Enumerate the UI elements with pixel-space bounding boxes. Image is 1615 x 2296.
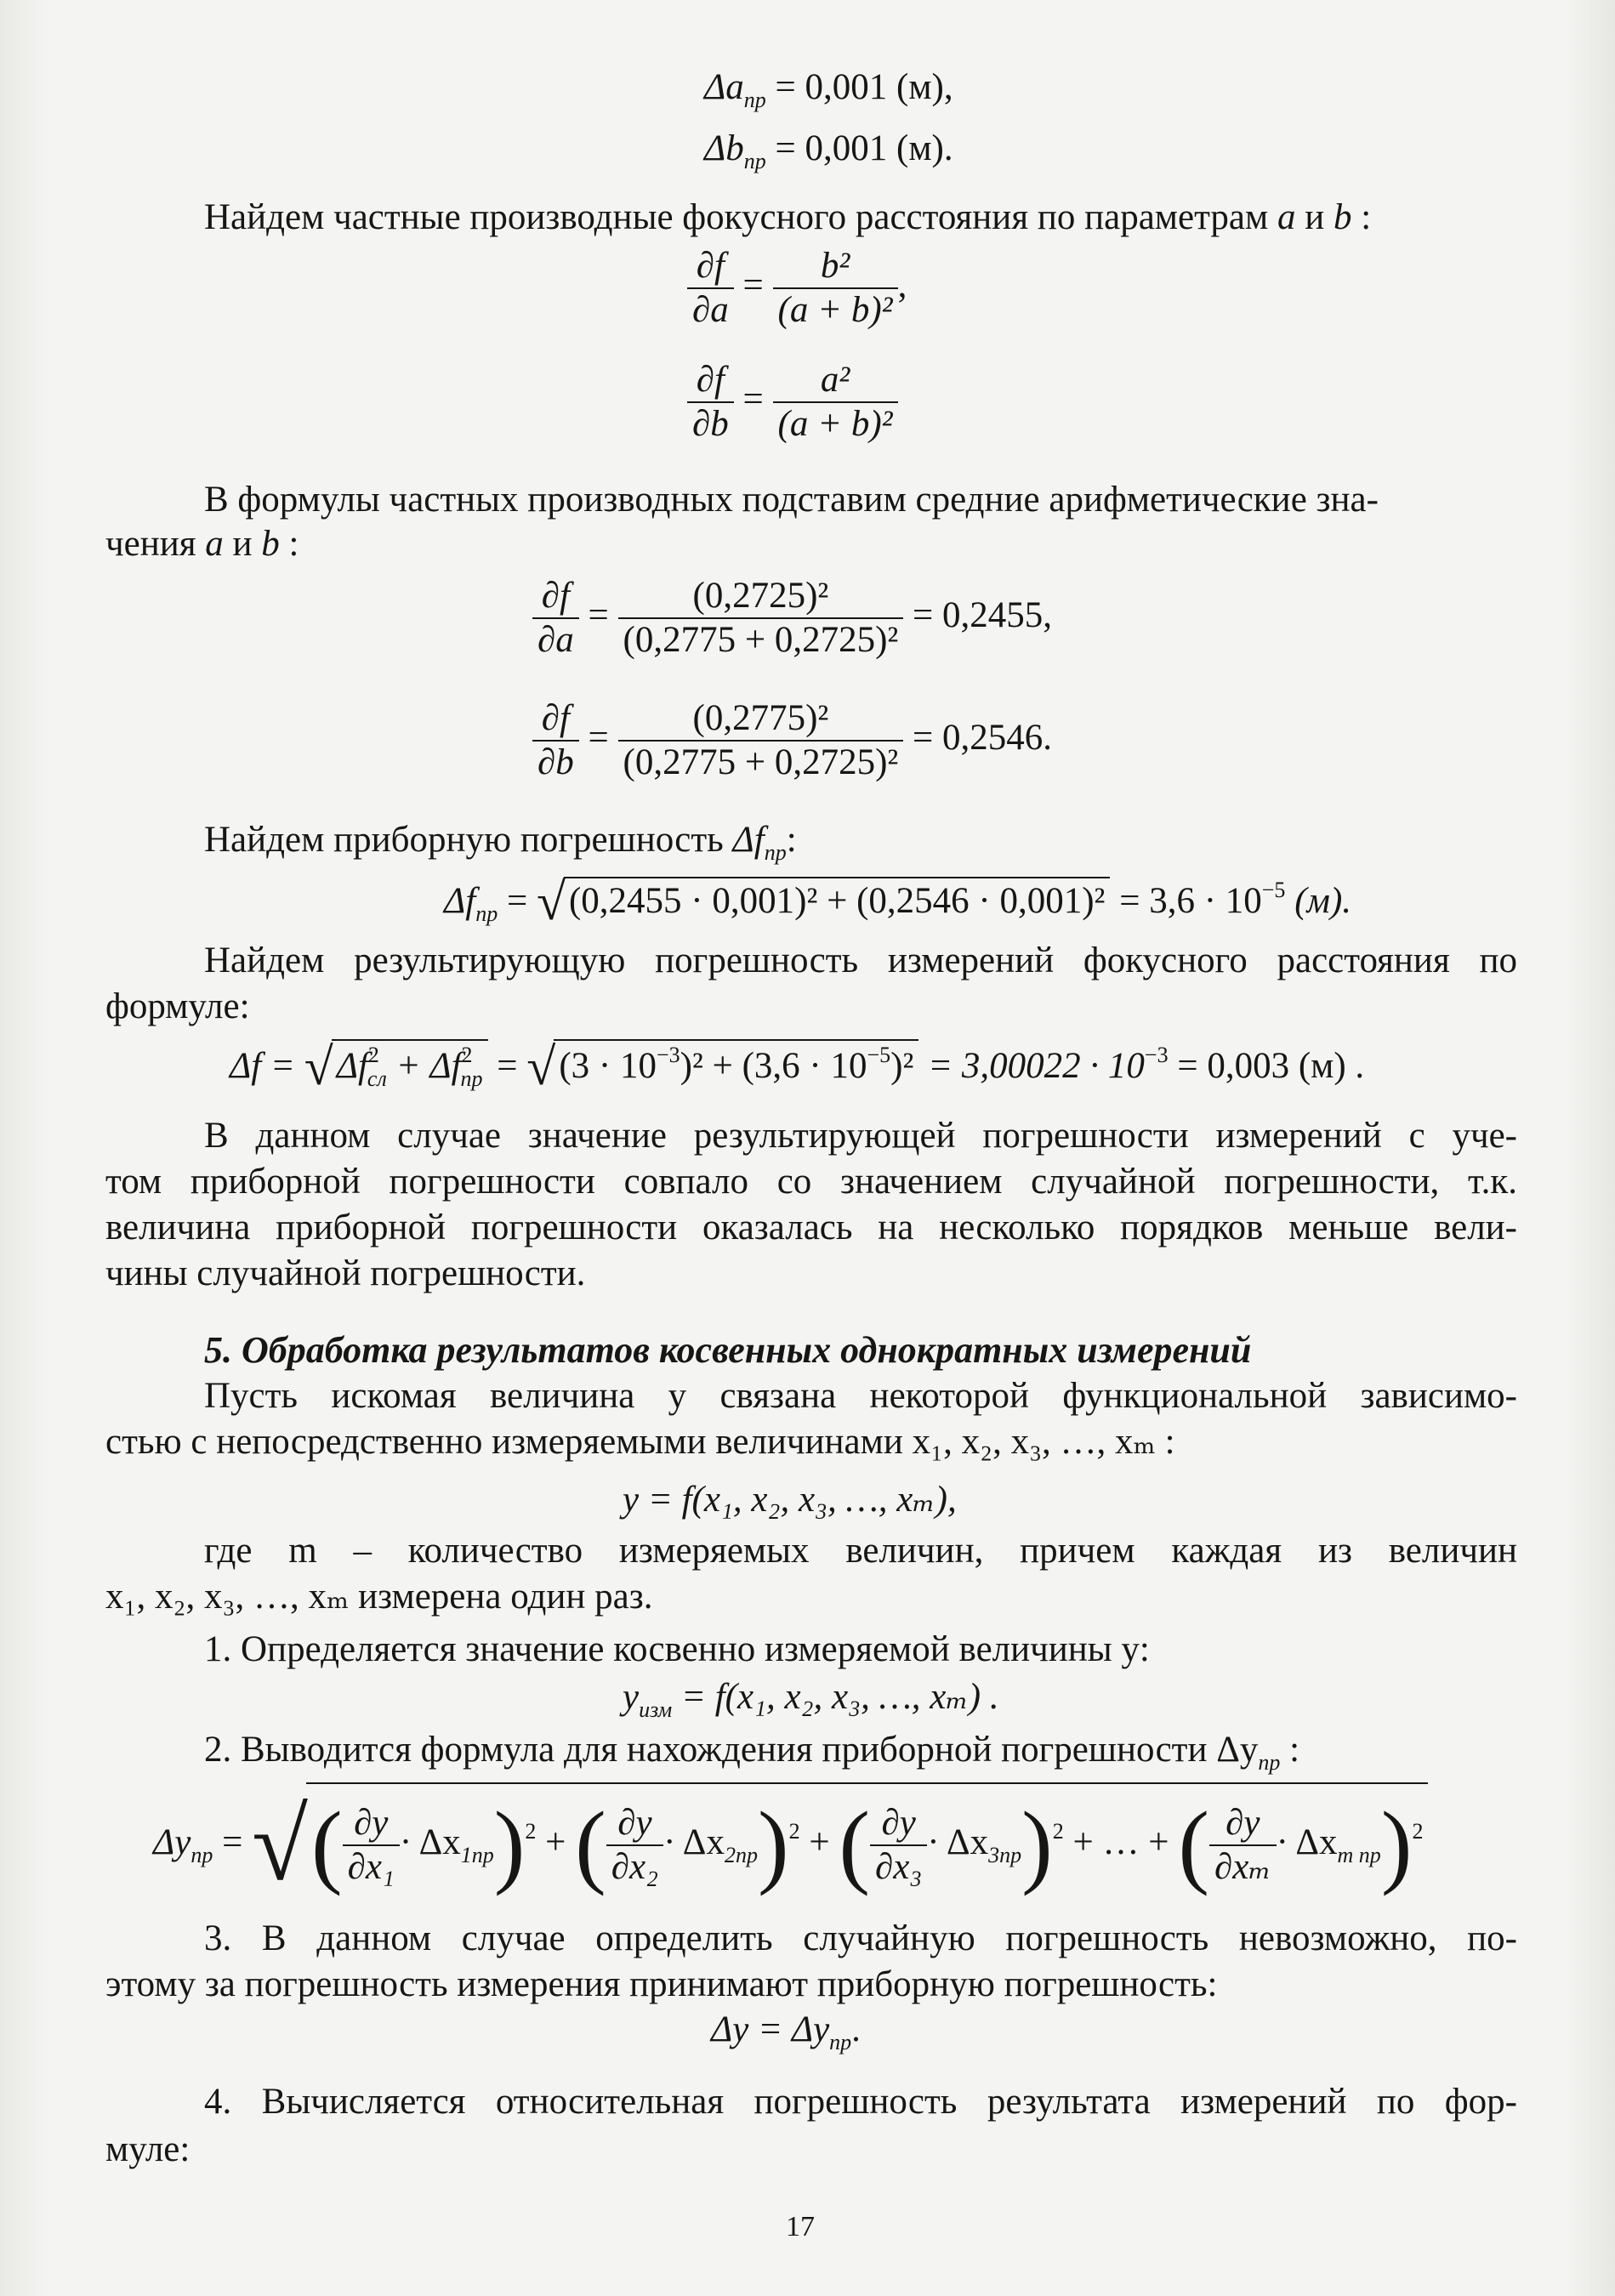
equation-delta-a: $\Delta a_{пр} = 0,001$ (м), xyxy=(704,67,953,112)
paragraph-partial-derivatives: Найдем частные производные фокусного расстояния по параметрам a и b : xyxy=(204,197,1372,237)
equation-numeric-partial-a: $\frac{\partial f}{\partial a}$ = $\frac{\text{(0,2725)²}}{\text{(0,2775 + 0,2725)²}}$ = 0,2455, xyxy=(532,575,1052,662)
step-4-line2: муле: xyxy=(105,2129,191,2169)
paragraph-where-line1: где m – количество измеряемых величин, причем каждая из величин xyxy=(204,1531,1517,1571)
paragraph-note-line2: том приборной погрешности совпало со значением случайной погрешности, т.к. xyxy=(105,1162,1517,1202)
equation-partial-b: $\frac{\partial f}{\partial b}$ = $\frac{\text{a²}}{\text{(a + b)²}}$ xyxy=(687,359,898,446)
paragraph-function-line1: Пусть искомая величина y связана некоторой функциональной зависимо- xyxy=(204,1376,1517,1416)
equation-step-1: $y_{изм} = f(x_1$, x₂, x₃, …, xₘ) . xyxy=(623,1677,999,1722)
step-1-text: 1. Определяется значение косвенно измеряемой величины y: xyxy=(204,1629,1150,1669)
equation-total-error: $\Delta f = √\Delta f^2_{сл} + \Delta f^2_{пр} = √(3 \cdot 10^{-3})^2 + (3,6 \cdot 10^{-5})^2 = 3,00022 \cdot 10^{-3} = 0,003$ (м) . xyxy=(230,1038,1365,1096)
equation-numeric-partial-b: $\frac{\partial f}{\partial b}$ = $\frac{\text{(0,2775)²}}{\text{(0,2775 + 0,2725)²}}$ = 0,2546. xyxy=(532,697,1052,784)
paragraph-function-line2: стью с непосредственно измеряемыми величинами x₁, x₂, x₃, …, xₘ : xyxy=(105,1422,1175,1462)
equation-partial-a: $\frac{\partial f}{\partial a}$ = $\frac{\text{b²}}{\text{(a + b)²}}$ , xyxy=(687,245,907,332)
equation-instrument-error: $\Delta f_{пр} = √(0,2455 \cdot 0,001)^2 + (0,2546 \cdot 0,001)^2 = 3,6 \cdot 10^{-5}$ (м). xyxy=(444,873,1352,931)
equation-delta-b: $\Delta b_{пр} = 0,001$ (м). xyxy=(704,128,953,173)
paragraph-note-line4: чины случайной погрешности. xyxy=(105,1253,586,1293)
paragraph-note-line1: В данном случае значение результирующей погрешности измерений с уче- xyxy=(204,1116,1517,1156)
paragraph-result-line2: формуле: xyxy=(105,986,250,1026)
section-heading: 5. Обработка результатов косвенных однократных измерений xyxy=(204,1329,1252,1371)
paragraph-substitute-line1: В формулы частных производных подставим средние арифметические зна- xyxy=(204,480,1379,520)
step-3-line2: этому за погрешность измерения принимают приборную погрешность: xyxy=(105,1964,1218,2004)
page-number: 17 xyxy=(786,2211,815,2242)
paragraph-substitute-line2: чения a и b : xyxy=(105,524,299,564)
step-2-text: 2. Выводится формула для нахождения приборной погрешности $\Delta y_{пр}$ : xyxy=(204,1730,1300,1775)
equation-instrument-error-general: $\Delta y_{пр}$ = √( $\frac{\partial y}{\text{∂x₁}}$ · $\Delta x_{1пр})^2$ + ( $\frac{\partial y}{\text{∂x₂}}$ · $\Delta x_{2пр})^2$ + ( $\frac{\partial y}{\text{∂x₃}}$ · $\Delta x_{3пр})^2$ + … + ( $\frac{\partial y}{\text{∂xₘ}}$ · $\Delta x_{m пр})^2$ xyxy=(153,1782,1428,1904)
step-3-line1: 3. В данном случае определить случайную погрешность невозможно, по- xyxy=(204,1918,1517,1958)
paragraph-note-line3: величина приборной погрешности оказалась на несколько порядков меньше вели- xyxy=(105,1208,1517,1247)
paragraph-result-line1: Найдем результирующую погрешность измерений фокусного расстояния по xyxy=(204,941,1517,980)
step-4-line1: 4. Вычисляется относительная погрешность результата измерений по фор- xyxy=(204,2082,1517,2122)
equation-step-3: $\Delta y = \Delta y_{пр}$. xyxy=(711,2009,861,2054)
paragraph-instrument-error: Найдем приборную погрешность $\Delta f_{пр}$: xyxy=(204,820,797,865)
paragraph-where-line2: x₁, x₂, x₃, …, xₘ измерена один раз. xyxy=(105,1577,653,1617)
equation-function: y = f(x₁, x₂, x₃, …, xₘ), xyxy=(623,1480,957,1520)
